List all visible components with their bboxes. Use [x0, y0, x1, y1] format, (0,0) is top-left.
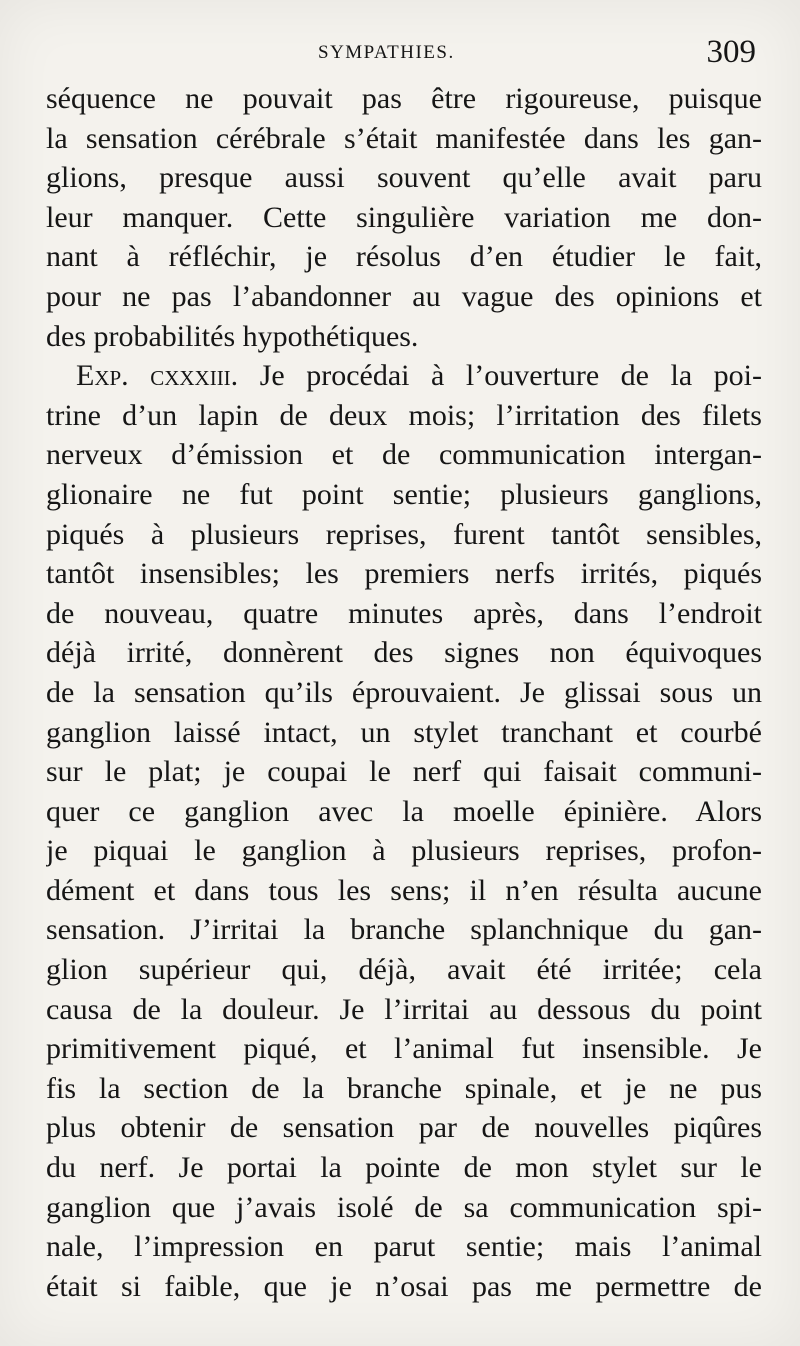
running-head — [0, 34, 800, 74]
experiment-label: Exp. cxxxiii. — [76, 359, 239, 393]
text-line: déjà irrité, donnèrent des signes non équivoques — [46, 636, 762, 670]
running-head-title: SYMPATHIES. — [318, 42, 455, 63]
text-line: nerveux d’émission et de communication intergan- — [46, 438, 762, 472]
experiment-first-line — [46, 356, 762, 396]
text-line: je piquai le ganglion à plusieurs reprises, profon- — [46, 834, 762, 868]
text-line: nant à réfléchir, je résolus d’en étudier le fait, — [46, 240, 762, 274]
text-line: plus obtenir de sensation par de nouvelles piqûres — [46, 1111, 762, 1145]
text-line: tantôt insensibles; les premiers nerfs irrités, piqués — [46, 557, 762, 591]
text-line: pour ne pas l’abandonner au vague des opinions et — [46, 279, 762, 313]
text-line: des probabilités hypothétiques. — [46, 319, 419, 353]
text-line: primitivement piqué, et l’animal fut insensible. Je — [46, 1032, 762, 1066]
text-line: quer ce ganglion avec la moelle épinière. Alors — [46, 794, 762, 828]
text-line: de la sensation qu’ils éprouvaient. Je glissai sous un — [46, 675, 762, 709]
text-line: ganglion laissé intact, un stylet tranchant et courbé — [46, 715, 762, 749]
text-line: la sensation cérébrale s’était manifestée dans les gan- — [46, 121, 762, 155]
text-line: ganglion que j’avais isolé de sa communication spi- — [46, 1190, 762, 1224]
text-line: trine d’un lapin de deux mois; l’irritation des filets — [46, 398, 762, 432]
text-line: causa de la douleur. Je l’irritai au dessous du point — [46, 992, 762, 1026]
text-line: fis la section de la branche spinale, et je ne pus — [46, 1071, 762, 1105]
text-line: nale, l’impression en parut sentie; mais l’animal — [46, 1230, 762, 1264]
text-line: de nouveau, quatre minutes après, dans l’endroit — [46, 596, 762, 630]
text-line: glions, presque aussi souvent qu’elle avait paru — [46, 161, 762, 195]
text-line-fragment: Je procédai à l’ouverture de la poi- — [259, 359, 762, 393]
page-number: 309 — [706, 34, 756, 70]
text-line: sensation. J’irritai la branche splanchnique du gan- — [46, 913, 762, 947]
text-line: sur le plat; je coupai le nerf qui faisait communi- — [46, 755, 762, 789]
text-line: glion supérieur qui, déjà, avait été irritée; cela — [46, 953, 762, 987]
text-line: glionaire ne fut point sentie; plusieurs ganglions, — [46, 477, 762, 511]
text-line: était si faible, que je n’osai pas me permettre de — [46, 1269, 762, 1303]
text-line: du nerf. Je portai la pointe de mon stylet sur le — [46, 1151, 762, 1185]
text-line: séquence ne pouvait pas être rigoureuse, puisque — [46, 82, 762, 115]
text-line: piqués à plusieurs reprises, furent tantôt sensibles, — [46, 517, 762, 551]
body-text — [46, 79, 762, 1306]
text-line: dément et dans tous les sens; il n’en résulta aucune — [46, 873, 762, 907]
text-line: leur manquer. Cette singulière variation me don- — [46, 200, 762, 234]
